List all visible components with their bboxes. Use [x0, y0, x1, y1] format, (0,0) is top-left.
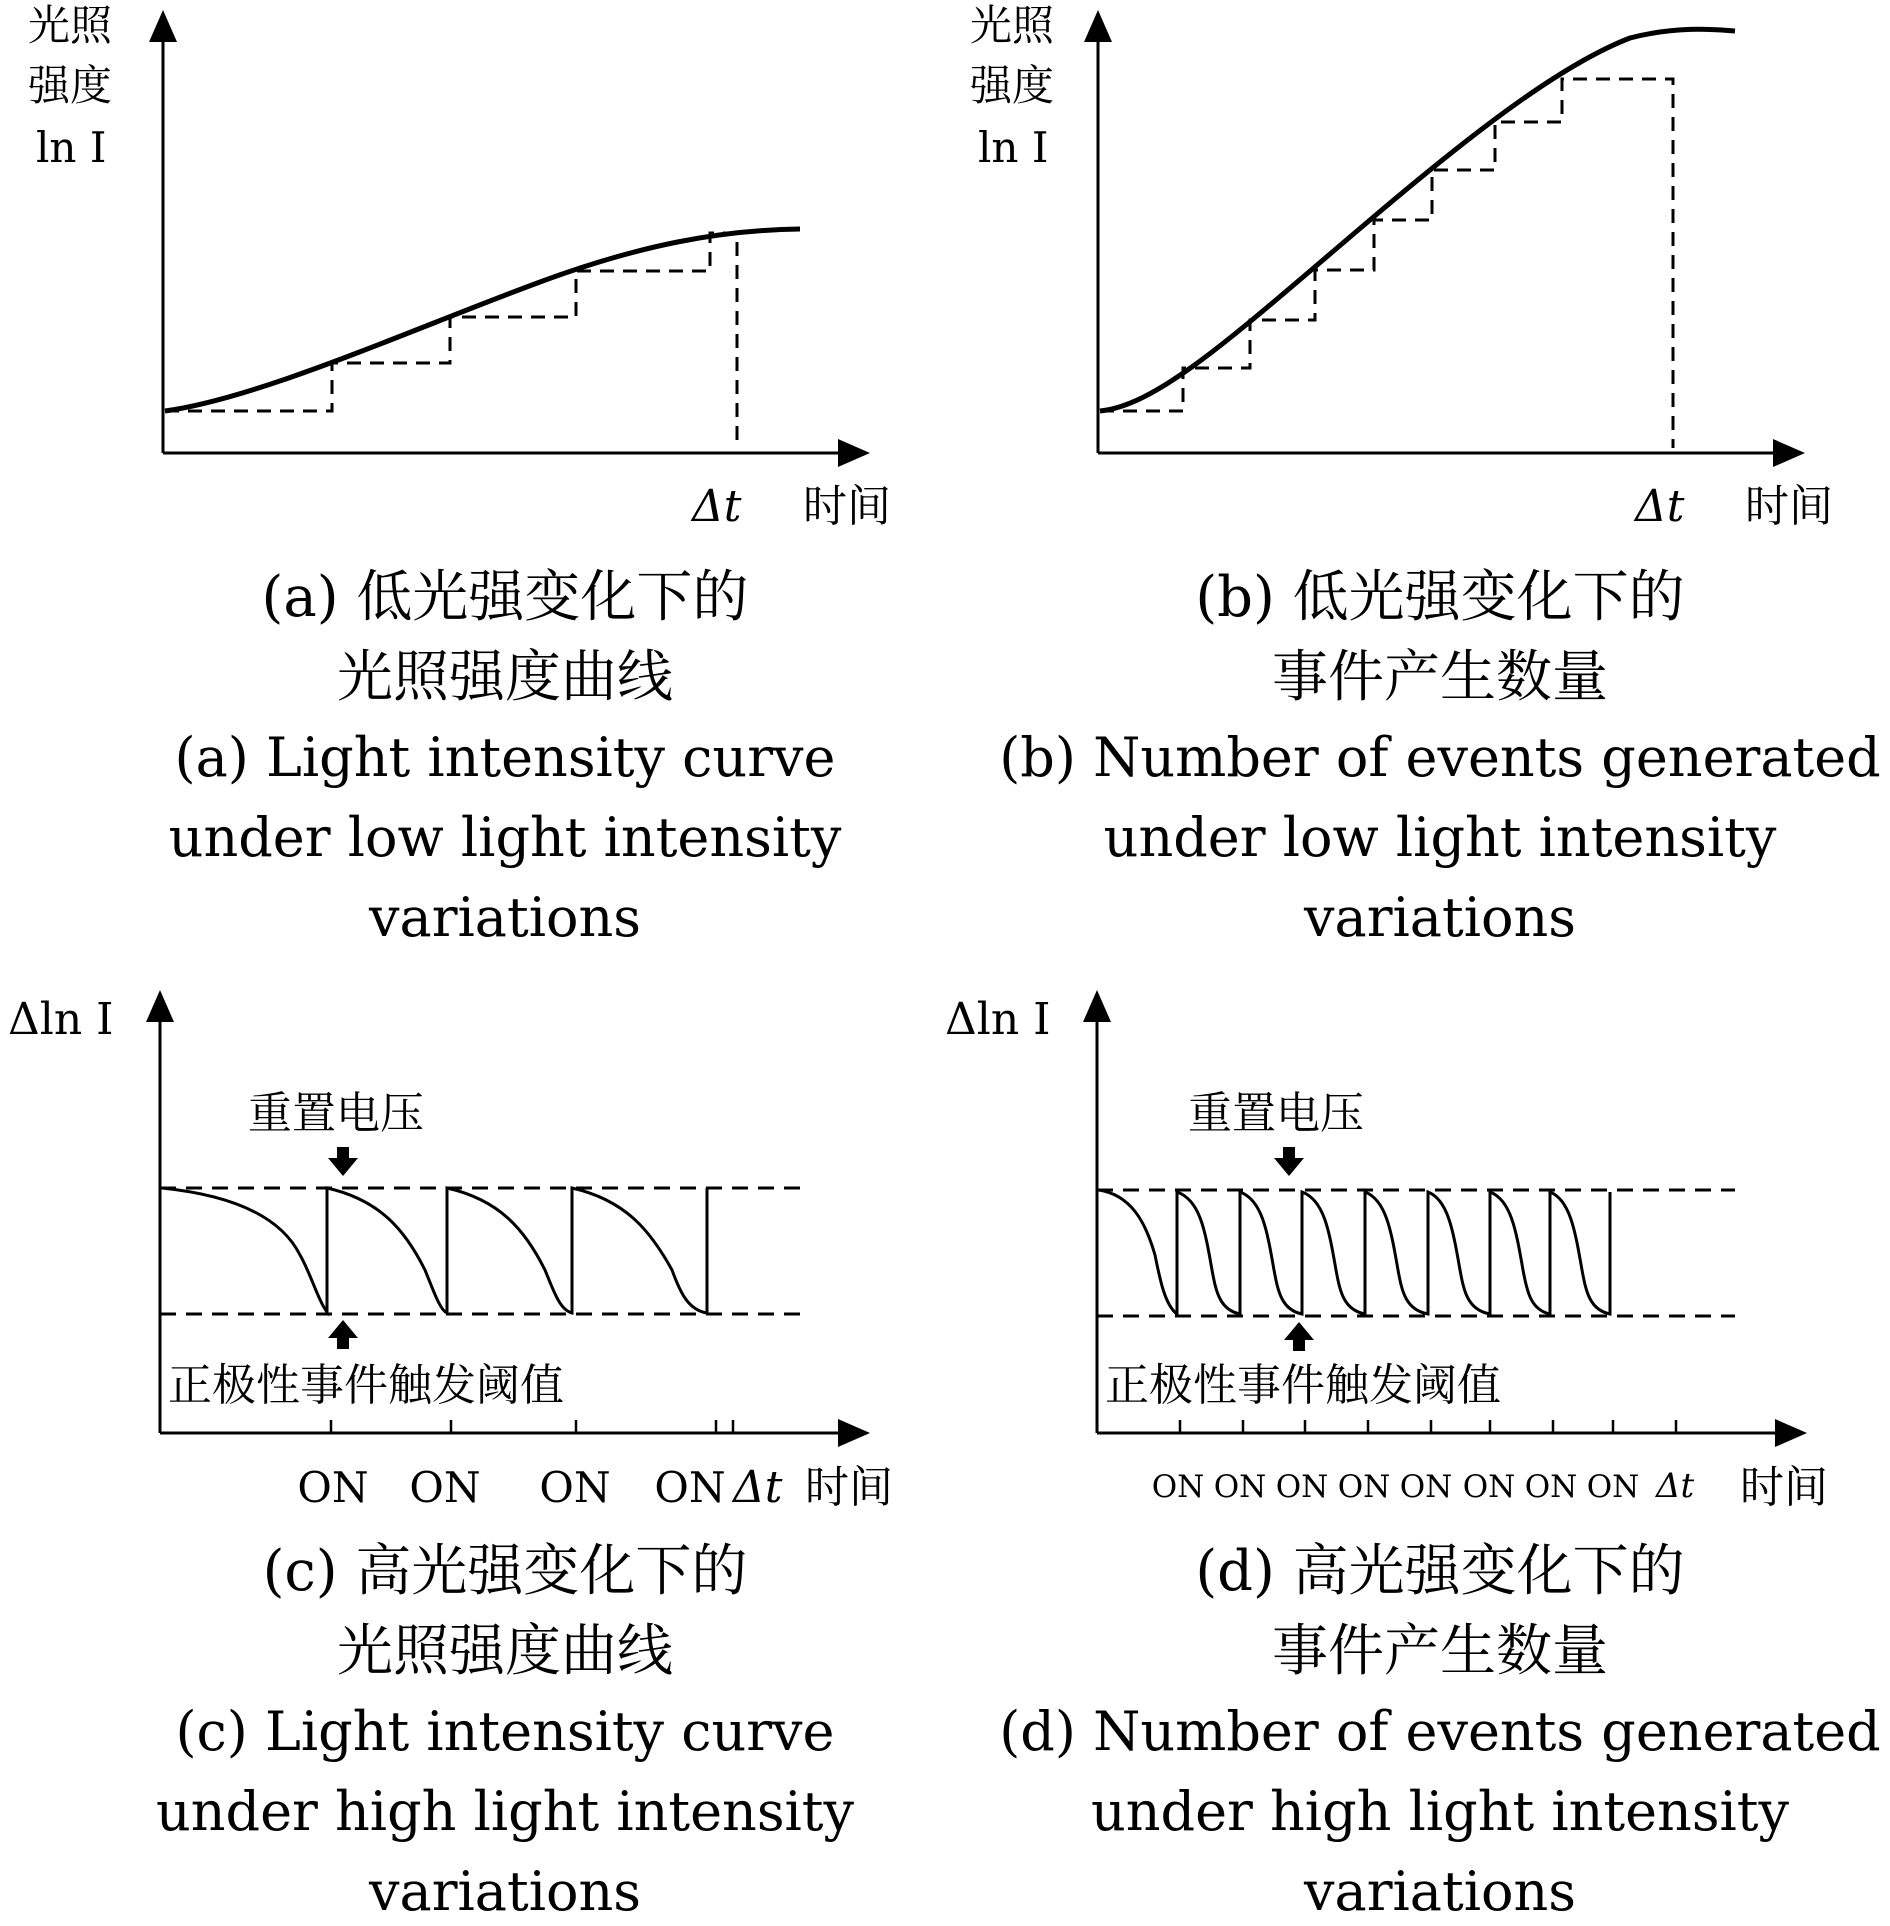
- caption-en-line3: variations: [1304, 886, 1576, 949]
- on-label: ON: [409, 1463, 481, 1512]
- x-axis-label: 时间: [1745, 481, 1833, 532]
- threshold-label: 正极性事件触发阈值: [168, 1360, 564, 1411]
- x-axis-label: 时间: [1740, 1462, 1828, 1513]
- caption-en-line2: under low light intensity: [168, 806, 842, 869]
- delta-t-label: Δt: [692, 481, 742, 532]
- intensity-curve: [165, 229, 800, 411]
- y-axis-label: Δln I: [8, 994, 114, 1045]
- x-axis-arrow: [838, 1419, 870, 1447]
- panel-c: [8, 990, 893, 1923]
- on-label: ON: [297, 1463, 369, 1512]
- delta-t-label: Δt: [1635, 481, 1685, 532]
- caption-en-line2: under high light intensity: [155, 1780, 855, 1843]
- on-label: ON: [1151, 1469, 1205, 1505]
- panel-d: [945, 990, 1881, 1923]
- reset-arrow-down: [328, 1147, 358, 1176]
- x-ticks: [331, 1420, 733, 1433]
- y-axis-arrow: [1083, 990, 1111, 1022]
- decay-waveform: [1099, 1190, 1610, 1314]
- threshold-label: 正极性事件触发阈值: [1105, 1360, 1501, 1411]
- on-label: ON: [654, 1463, 726, 1512]
- panel-a: [28, 1, 891, 949]
- event-staircase: [1100, 79, 1673, 448]
- caption-cn-line1: (c) 高光强变化下的: [262, 1539, 748, 1604]
- event-staircase: [165, 233, 737, 448]
- y-axis-label: Δln I: [945, 994, 1051, 1045]
- caption-cn-line2: 事件产生数量: [1272, 1619, 1608, 1684]
- on-label: ON: [1213, 1469, 1267, 1505]
- caption-en-line3: variations: [369, 886, 641, 949]
- threshold-arrow-up: [1284, 1322, 1314, 1351]
- caption-en-line1: (c) Light intensity curve: [175, 1700, 835, 1763]
- caption-en-line1: (a) Light intensity curve: [174, 726, 836, 789]
- y-axis-arrow: [1084, 10, 1112, 42]
- on-label: ON: [1462, 1469, 1516, 1505]
- caption-cn-line1: (d) 高光强变化下的: [1195, 1539, 1685, 1604]
- caption-cn-line1: (a) 低光强变化下的: [261, 565, 749, 630]
- caption-en-line2: under high light intensity: [1090, 1780, 1790, 1843]
- delta-t-label: Δt: [1656, 1466, 1695, 1506]
- decay-waveform: [162, 1188, 707, 1313]
- caption-en-line3: variations: [369, 1860, 641, 1923]
- y-axis-label-line1: 光照: [970, 1, 1055, 50]
- on-label: ON: [1399, 1469, 1453, 1505]
- delta-t-label: Δt: [733, 1462, 783, 1513]
- y-axis-label-line2: 强度: [28, 61, 113, 110]
- caption-cn-line2: 事件产生数量: [1272, 645, 1608, 710]
- caption-en-line1: (d) Number of events generated: [999, 1700, 1881, 1763]
- on-label: ON: [1586, 1469, 1640, 1505]
- reset-voltage-label: 重置电压: [248, 1088, 424, 1139]
- caption-en-line3: variations: [1304, 1860, 1576, 1923]
- caption-cn-line1: (b) 低光强变化下的: [1195, 565, 1685, 630]
- caption-cn-line2: 光照强度曲线: [337, 1619, 673, 1684]
- panel-b: [970, 1, 1881, 949]
- on-label: ON: [1524, 1469, 1578, 1505]
- y-axis-arrow: [149, 10, 177, 42]
- x-axis-arrow: [838, 439, 870, 467]
- reset-voltage-label: 重置电压: [1188, 1088, 1364, 1139]
- x-axis-arrow: [1773, 439, 1805, 467]
- on-label: ON: [539, 1463, 611, 1512]
- x-ticks: [1180, 1420, 1676, 1433]
- y-axis-label-line2: 强度: [970, 61, 1055, 110]
- threshold-arrow-up: [328, 1320, 358, 1349]
- y-axis-label-line3: ln I: [978, 123, 1049, 172]
- on-label: ON: [1275, 1469, 1329, 1505]
- caption-en-line1: (b) Number of events generated: [999, 726, 1881, 789]
- y-axis-label-line1: 光照: [28, 1, 113, 50]
- x-axis-label: 时间: [805, 1462, 893, 1513]
- y-axis-arrow: [146, 990, 174, 1022]
- reset-arrow-down: [1274, 1147, 1304, 1176]
- on-label: ON: [1337, 1469, 1391, 1505]
- x-axis-arrow: [1775, 1419, 1807, 1447]
- x-axis-label: 时间: [803, 481, 891, 532]
- caption-cn-line2: 光照强度曲线: [337, 645, 673, 710]
- caption-en-line2: under low light intensity: [1103, 806, 1777, 869]
- y-axis-label-line3: ln I: [36, 123, 107, 172]
